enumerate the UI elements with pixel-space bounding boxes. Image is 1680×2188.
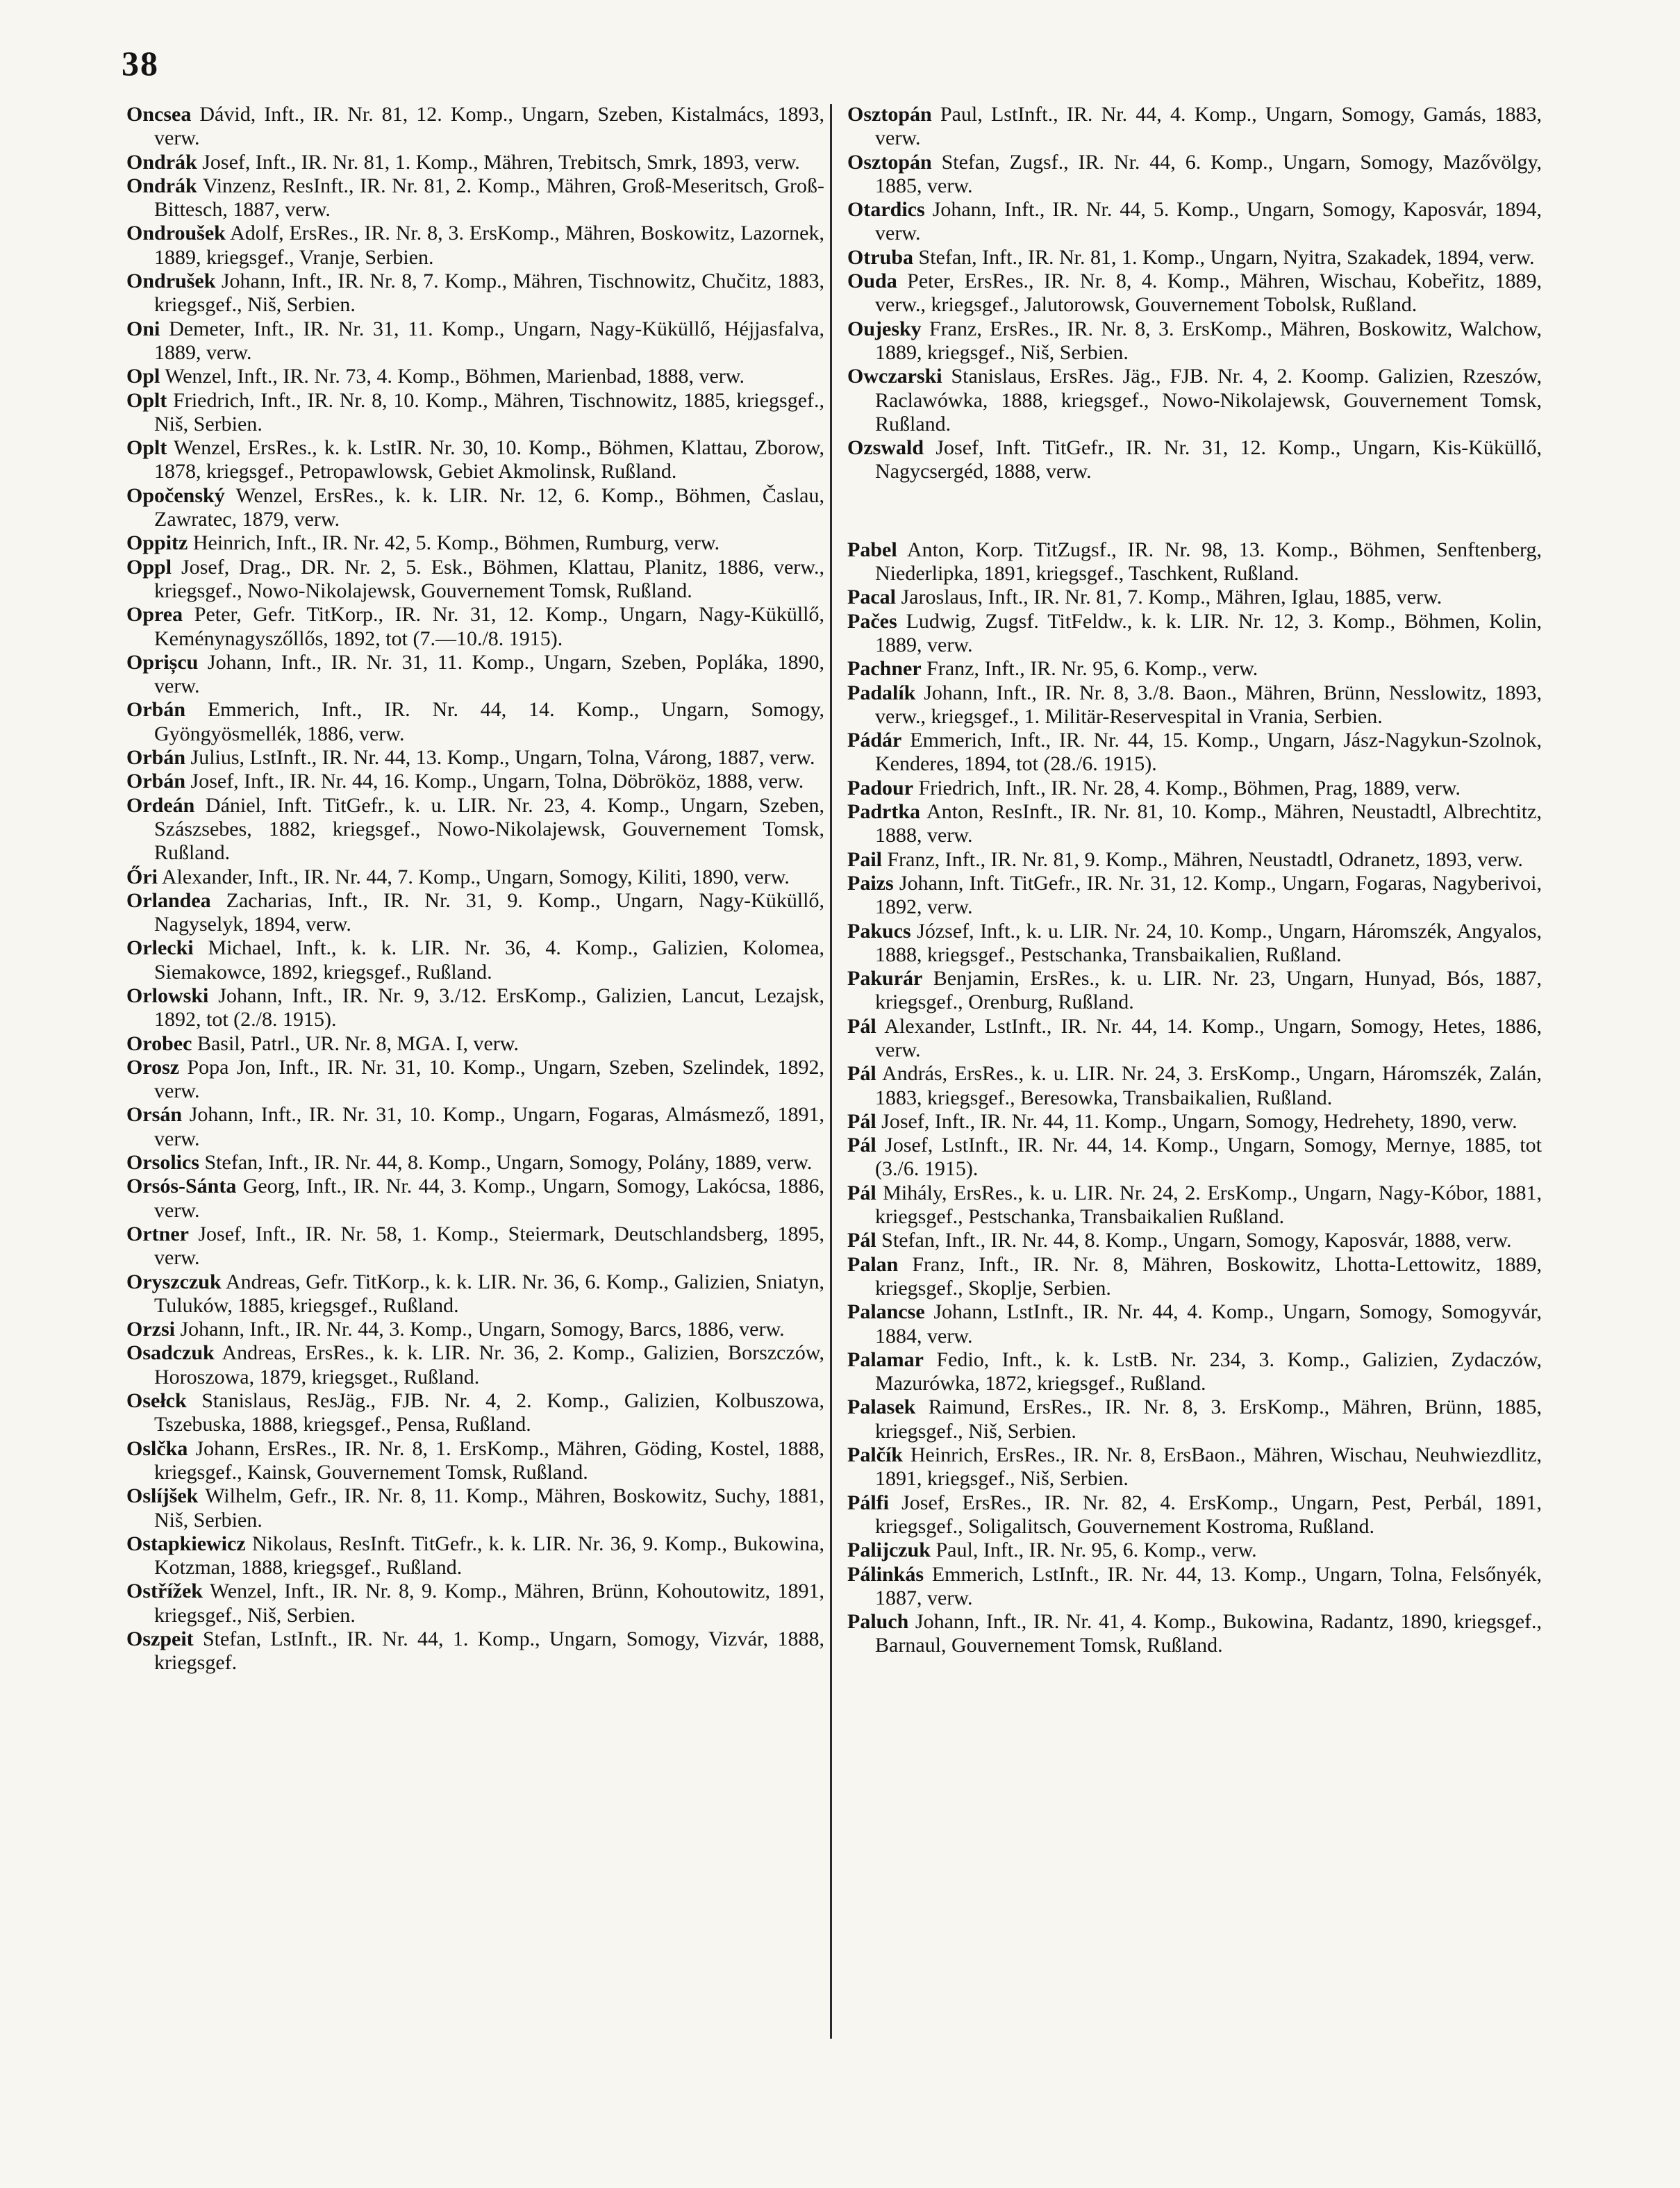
- entry-details: Wenzel, ErsRes., k. k. LstIR. Nr. 30, 10. Komp., Böhmen, Klattau, Zborow, 1878, kriegsgef., Petropawlowsk, Gebiet Akmolinsk, Rußland.: [154, 436, 824, 483]
- entry-surname: Pakucs: [847, 919, 911, 943]
- entry-surname: Pálfi: [847, 1491, 889, 1514]
- entry-details: Johann, Inft., IR. Nr. 8, 7. Komp., Mähren, Tischnowitz, Chučitz, 1883, kriegsgef., Niš, Serbien.: [154, 270, 825, 317]
- right-column-p-section: [847, 538, 1542, 1658]
- register-entry: [126, 1151, 824, 1175]
- entry-surname: Osztopán: [847, 150, 932, 174]
- entry-surname: Pál: [847, 1181, 876, 1204]
- entry-details: Heinrich, Inft., IR. Nr. 42, 5. Komp., Böhmen, Rumburg, verw.: [192, 531, 720, 555]
- register-entry: [847, 1015, 1542, 1063]
- entry-details: Josef, Drag., DR. Nr. 2, 5. Esk., Böhmen, Klattau, Planitz, 1886, verw., kriegsgef., Nowo-Nikolajewsk, Gouvernement Tomsk, Rußland.: [154, 555, 825, 602]
- entry-details: Emmerich, Inft., IR. Nr. 44, 15. Komp., Ungarn, Jász-Nagykun-Szolnok, Kenderes, 1894, tot (28./6. 1915).: [875, 729, 1542, 776]
- entry-surname: Osełck: [126, 1389, 187, 1413]
- entry-details: József, Inft., k. u. LIR. Nr. 24, 10. Komp., Ungarn, Háromszék, Angyalos, 1888, kriegsgef., Pestschanka, Transbaikalien, Rußland.: [875, 919, 1542, 966]
- register-entry: [126, 865, 824, 889]
- register-entry: [126, 1103, 824, 1151]
- entry-details: Stefan, Zugsf., IR. Nr. 44, 6. Komp., Ungarn, Somogy, Mazővölgy, 1885, verw.: [875, 150, 1542, 197]
- register-entry: [126, 1389, 824, 1437]
- entry-surname: Opočenský: [126, 483, 225, 507]
- entry-details: Stanislaus, ResJäg., FJB. Nr. 4, 2. Komp., Galizien, Kolbuszowa, Tszebuska, 1888, kriegsgef., Pensa, Rußland.: [154, 1389, 824, 1436]
- entry-details: Johann, Inft., IR. Nr. 31, 11. Komp., Ungarn, Szeben, Popláka, 1890, verw.: [154, 650, 825, 698]
- entry-surname: Pálinkás: [847, 1562, 924, 1586]
- register-entry: [126, 1270, 824, 1318]
- entry-surname: Padalík: [847, 681, 916, 704]
- register-entry: [847, 586, 1542, 609]
- entry-surname: Oplt: [126, 436, 167, 460]
- entry-details: Demeter, Inft., IR. Nr. 31, 11. Komp., Ungarn, Nagy-Küküllő, Héjjasfalva, 1889, verw.: [154, 317, 824, 364]
- register-entry: [847, 1610, 1542, 1658]
- entry-surname: Opl: [126, 365, 160, 388]
- entry-surname: Orbán: [126, 698, 186, 722]
- register-entry: [126, 484, 824, 532]
- entry-details: Peter, Gefr. TitKorp., IR. Nr. 31, 12. Komp., Ungarn, Nagy-Küküllő, Keménynagyszőllős, 1892, tot (7.—10./8. 1915).: [154, 603, 825, 650]
- entry-details: Anton, ResInft., IR. Nr. 81, 10. Komp., Mähren, Neustadtl, Albrechtitz, 1888, verw.: [875, 800, 1542, 847]
- entry-surname: Oncsea: [126, 103, 192, 126]
- entry-surname: Orzsi: [126, 1318, 175, 1341]
- column-divider: [830, 104, 832, 2039]
- register-entry: [847, 198, 1542, 246]
- entry-details: Michael, Inft., k. k. LIR. Nr. 36, 4. Komp., Galizien, Kolomea, Siemakowce, 1892, kriegsgef., Rußland.: [154, 936, 825, 984]
- entry-details: Josef, Inft., IR. Nr. 44, 11. Komp., Ungarn, Somogy, Hedrehety, 1890, verw.: [881, 1109, 1517, 1133]
- entry-surname: Oslčka: [126, 1436, 188, 1460]
- register-entry: [126, 103, 824, 151]
- right-column: [847, 103, 1542, 1658]
- entry-surname: Pál: [847, 1014, 876, 1038]
- register-entry: [126, 222, 824, 270]
- entry-details: Wenzel, ErsRes., k. k. LIR. Nr. 12, 6. Komp., Böhmen, Časlau, Zawratec, 1879, verw.: [154, 483, 824, 531]
- entry-details: Anton, Korp. TitZugsf., IR. Nr. 98, 13. Komp., Böhmen, Senftenberg, Niederlipka, 1891, kriegsgef., Taschkent, Rußland.: [875, 538, 1542, 586]
- register-entry: [847, 1110, 1542, 1134]
- entry-surname: Pakurár: [847, 967, 923, 991]
- entry-surname: Osadczuk: [126, 1341, 215, 1365]
- entry-surname: Ondrák: [126, 150, 197, 174]
- register-entry: [847, 1229, 1542, 1252]
- register-entry: [126, 1318, 824, 1341]
- register-entry: [847, 848, 1542, 872]
- entry-surname: Ostapkiewicz: [126, 1532, 246, 1555]
- entry-details: Johann, Inft., IR. Nr. 31, 10. Komp., Ungarn, Fogaras, Almásmező, 1891, verw.: [154, 1103, 825, 1150]
- entry-surname: Pál: [847, 1062, 876, 1086]
- register-entry: [847, 436, 1542, 484]
- register-entry: [847, 103, 1542, 151]
- entry-details: Benjamin, ErsRes., k. u. LIR. Nr. 23, Ungarn, Hunyad, Bós, 1887, kriegsgef., Orenburg, Rußland.: [875, 967, 1542, 1014]
- entry-details: Adolf, ErsRes., IR. Nr. 8, 3. ErsKomp., Mähren, Boskowitz, Lazornek, 1889, kriegsgef., Vranje, Serbien.: [154, 222, 824, 269]
- register-entry: [126, 1175, 824, 1223]
- entry-surname: Palijczuk: [847, 1539, 931, 1562]
- entry-surname: Orlecki: [126, 936, 194, 960]
- entry-details: Josef, Inft., IR. Nr. 44, 16. Komp., Ungarn, Tolna, Döbrököz, 1888, verw.: [190, 770, 804, 793]
- entry-details: Emmerich, LstInft., IR. Nr. 44, 13. Komp., Ungarn, Tolna, Felsőnyék, 1887, verw.: [875, 1562, 1542, 1609]
- entry-details: Andreas, Gefr. TitKorp., k. k. LIR. Nr. 36, 6. Komp., Galizien, Sniatyn, Tuluków, 1885, kriegsgef., Rußland.: [154, 1270, 824, 1317]
- register-entry: [126, 603, 824, 651]
- entry-surname: Oplt: [126, 388, 167, 412]
- entry-details: Julius, LstInft., IR. Nr. 44, 13. Komp., Ungarn, Tolna, Várong, 1887, verw.: [190, 746, 815, 770]
- register-entry: [847, 270, 1542, 317]
- entry-details: Nikolaus, ResInft. TitGefr., k. k. LIR. Nr. 36, 9. Komp., Bukowina, Kotzman, 1888, kriegsgef., Rußland.: [154, 1532, 824, 1580]
- register-entry: [126, 1532, 824, 1580]
- entry-details: Wenzel, Inft., IR. Nr. 73, 4. Komp., Böhmen, Marienbad, 1888, verw.: [165, 365, 745, 388]
- register-entry: [847, 657, 1542, 681]
- register-entry: [126, 436, 824, 484]
- entry-surname: Ouda: [847, 270, 897, 293]
- entry-surname: Őri: [126, 865, 158, 888]
- entry-details: Johann, Inft., IR. Nr. 44, 5. Komp., Ungarn, Somogy, Kaposvár, 1894, verw.: [875, 198, 1542, 245]
- entry-surname: Palan: [847, 1252, 899, 1276]
- register-entry: [126, 1056, 824, 1104]
- entry-surname: Owczarski: [847, 365, 942, 388]
- register-entry: [126, 984, 824, 1032]
- entry-surname: Oslíjšek: [126, 1484, 199, 1508]
- entry-surname: Pail: [847, 847, 882, 871]
- entry-surname: Oszpeit: [126, 1627, 194, 1650]
- entry-surname: Palancse: [847, 1300, 925, 1324]
- entry-details: András, ErsRes., k. u. LIR. Nr. 24, 3. ErsKomp., Ungarn, Háromszék, Zalán, 1883, kriegsgef., Beresowka, Transbaikalien, Rußland.: [875, 1062, 1542, 1109]
- entry-surname: Palasek: [847, 1395, 916, 1419]
- register-entry: [126, 1223, 824, 1270]
- entry-surname: Ozswald: [847, 436, 924, 460]
- register-entry: [126, 1341, 824, 1389]
- entry-details: Franz, Inft., IR. Nr. 95, 6. Komp., verw.: [926, 657, 1258, 681]
- entry-details: Popa Jon, Inft., IR. Nr. 31, 10. Komp., Ungarn, Szeben, Szelindek, 1892, verw.: [154, 1055, 824, 1103]
- entry-surname: Oryszczuk: [126, 1270, 222, 1293]
- register-entry: [847, 967, 1542, 1015]
- register-entry: [847, 365, 1542, 436]
- entry-details: Franz, Inft., IR. Nr. 8, Mähren, Boskowitz, Lhotta-Lettowitz, 1889, kriegsgef., Skoplje, Serbien.: [875, 1252, 1542, 1300]
- register-entry: [847, 872, 1542, 920]
- register-entry: [847, 1062, 1542, 1110]
- register-entry: [847, 729, 1542, 777]
- register-entry: [847, 317, 1542, 365]
- entry-details: Franz, ErsRes., IR. Nr. 8, 3. ErsKomp., Mähren, Boskowitz, Walchow, 1889, kriegsgef., Niš, Serbien.: [875, 317, 1542, 364]
- register-entry: [847, 151, 1542, 199]
- entry-details: Wilhelm, Gefr., IR. Nr. 8, 11. Komp., Mähren, Boskowitz, Suchy, 1881, Niš, Serbien.: [154, 1484, 824, 1532]
- register-entry: [847, 681, 1542, 729]
- register-entry: [847, 246, 1542, 270]
- register-entry: [126, 1484, 824, 1532]
- register-entry: [847, 1253, 1542, 1301]
- entry-details: Alexander, Inft., IR. Nr. 44, 7. Komp., Ungarn, Somogy, Kiliti, 1890, verw.: [161, 865, 790, 888]
- entry-details: Friedrich, Inft., IR. Nr. 28, 4. Komp., Böhmen, Prag, 1889, verw.: [918, 776, 1461, 799]
- register-entry: [847, 1443, 1542, 1491]
- entry-details: Dániel, Inft. TitGefr., k. u. LIR. Nr. 23, 4. Komp., Ungarn, Szeben, Szászsebes, 1882, kriegsgef., Nowo-Nikolajewsk, Gouvernement Tomsk, Rußland.: [154, 793, 824, 865]
- entry-details: Johann, Inft., IR. Nr. 8, 3./8. Baon., Mähren, Brünn, Nesslowitz, 1893, verw., kriegsgef., 1. Militär-Reservespital in Vrania, Serbien.: [875, 681, 1542, 728]
- entry-details: Mihály, ErsRes., k. u. LIR. Nr. 24, 2. ErsKomp., Ungarn, Nagy-Kóbor, 1881, kriegsgef., Pestschanka, Transbaikalien Rußland.: [875, 1181, 1542, 1229]
- entry-surname: Oppl: [126, 555, 172, 579]
- entry-details: Emmerich, Inft., IR. Nr. 44, 14. Komp., Ungarn, Somogy, Gyöngyösmellék, 1886, verw.: [154, 698, 824, 745]
- register-entry: [126, 651, 824, 699]
- entry-details: Vinzenz, ResInft., IR. Nr. 81, 2. Komp., Mähren, Groß-Meseritsch, Groß-Bittesch, 1887, verw.: [154, 174, 824, 222]
- entry-surname: Osztopán: [847, 103, 932, 126]
- register-entry: [126, 794, 824, 865]
- entry-surname: Ortner: [126, 1222, 189, 1245]
- entry-surname: Padour: [847, 776, 914, 799]
- entry-details: Josef, Inft., IR. Nr. 81, 1. Komp., Mähren, Trebitsch, Smrk, 1893, verw.: [202, 150, 800, 174]
- register-entry: [126, 1627, 824, 1675]
- register-entry: [126, 270, 824, 317]
- register-entry: [126, 746, 824, 770]
- entry-surname: Pachner: [847, 657, 922, 681]
- entry-details: Johann, LstInft., IR. Nr. 44, 4. Komp., Ungarn, Somogy, Somogyvár, 1884, verw.: [875, 1300, 1542, 1348]
- register-entry: [847, 610, 1542, 658]
- entry-details: Stefan, Inft., IR. Nr. 44, 8. Komp., Ungarn, Somogy, Kaposvár, 1888, verw.: [881, 1229, 1512, 1252]
- entry-details: Josef, Inft. TitGefr., IR. Nr. 31, 12. Komp., Ungarn, Kis-Küküllő, Nagycsergéd, 1888, verw.: [875, 436, 1542, 483]
- entry-surname: Oprea: [126, 603, 183, 627]
- entry-details: Johann, Inft., IR. Nr. 44, 3. Komp., Ungarn, Somogy, Barcs, 1886, verw.: [180, 1318, 785, 1341]
- entry-surname: Ondroušek: [126, 222, 226, 245]
- register-entry: [126, 936, 824, 984]
- entry-surname: Orlandea: [126, 888, 211, 912]
- register-entry: [126, 365, 824, 388]
- entry-surname: Oujesky: [847, 317, 922, 340]
- entry-surname: Oni: [126, 317, 160, 340]
- entry-details: Zacharias, Inft., IR. Nr. 31, 9. Komp., Ungarn, Nagy-Küküllő, Nagyselyk, 1894, verw.: [154, 888, 824, 936]
- register-entry: [847, 1395, 1542, 1443]
- entry-details: Alexander, LstInft., IR. Nr. 44, 14. Komp., Ungarn, Somogy, Hetes, 1886, verw.: [875, 1014, 1542, 1061]
- register-entry: [847, 800, 1542, 848]
- register-entry: [847, 920, 1542, 968]
- entry-surname: Padrtka: [847, 800, 920, 824]
- entry-surname: Palčík: [847, 1443, 903, 1467]
- entry-details: Wenzel, Inft., IR. Nr. 8, 9. Komp., Mähren, Brünn, Kohoutowitz, 1891, kriegsgef., Niš, Serbien.: [154, 1580, 824, 1627]
- entry-surname: Ondrák: [126, 174, 197, 197]
- entry-details: Dávid, Inft., IR. Nr. 81, 12. Komp., Ungarn, Szeben, Kistalmács, 1893, verw.: [154, 103, 824, 150]
- entry-details: Franz, Inft., IR. Nr. 81, 9. Komp., Mähren, Neustadtl, Odranetz, 1893, verw.: [887, 847, 1523, 871]
- entry-surname: Orosz: [126, 1055, 180, 1079]
- entry-surname: Pádár: [847, 729, 902, 752]
- entry-surname: Pál: [847, 1134, 876, 1157]
- register-entry: [126, 317, 824, 365]
- entry-surname: Oppitz: [126, 531, 188, 555]
- entry-details: Fedio, Inft., k. k. LstB. Nr. 234, 3. Komp., Galizien, Zydaczów, Mazurówka, 1872, kriegsgef., Rußland.: [875, 1348, 1542, 1395]
- entry-surname: Orsán: [126, 1103, 183, 1127]
- register-entry: [847, 1563, 1542, 1611]
- entry-surname: Oprișcu: [126, 650, 199, 674]
- entry-surname: Orsós-Sánta: [126, 1175, 237, 1198]
- register-entry: [847, 1300, 1542, 1348]
- register-entry: [847, 777, 1542, 800]
- entry-details: Johann, Inft., IR. Nr. 9, 3./12. ErsKomp., Galizien, Lancut, Lezajsk, 1892, tot (2./8. 1915).: [154, 984, 824, 1031]
- entry-surname: Paizs: [847, 871, 894, 895]
- entry-details: Johann, Inft., IR. Nr. 41, 4. Komp., Bukowina, Radantz, 1890, kriegsgef., Barnaul, Gouvernement Tomsk, Rußland.: [875, 1610, 1542, 1657]
- entry-surname: Orlowski: [126, 984, 209, 1007]
- entry-details: Johann, ErsRes., IR. Nr. 8, 1. ErsKomp., Mähren, Göding, Kostel, 1888, kriegsgef., Kainsk, Gouvernement Tomsk, Rußland.: [154, 1436, 824, 1484]
- entry-surname: Pacal: [847, 586, 896, 609]
- entry-details: Raimund, ErsRes., IR. Nr. 8, 3. ErsKomp., Mähren, Brünn, 1885, kriegsgef., Niš, Serbien.: [875, 1395, 1542, 1443]
- register-entry: [126, 531, 824, 555]
- register-entry: [126, 174, 824, 222]
- entry-surname: Pál: [847, 1109, 876, 1133]
- entry-surname: Otardics: [847, 198, 925, 222]
- register-entry: [126, 389, 824, 437]
- register-entry: [126, 770, 824, 793]
- entry-surname: Orbán: [126, 746, 186, 770]
- entry-surname: Paluch: [847, 1610, 909, 1634]
- entry-details: Josef, LstInft., IR. Nr. 44, 14. Komp., Ungarn, Somogy, Mernye, 1885, tot (3./6. 1915).: [875, 1134, 1542, 1181]
- page-number: 38: [122, 44, 159, 83]
- entry-details: Stefan, LstInft., IR. Nr. 44, 1. Komp., Ungarn, Somogy, Vizvár, 1888, kriegsgef.: [154, 1627, 824, 1675]
- entry-details: Ludwig, Zugsf. TitFeldw., k. k. LIR. Nr. 12, 3. Komp., Böhmen, Kolin, 1889, verw.: [875, 609, 1542, 656]
- entry-details: Friedrich, Inft., IR. Nr. 8, 10. Komp., Mähren, Tischnowitz, 1885, kriegsgef., Niš, Serbien.: [154, 388, 824, 436]
- entry-surname: Ordeán: [126, 793, 195, 817]
- entry-surname: Orobec: [126, 1031, 192, 1055]
- entry-details: Andreas, ErsRes., k. k. LIR. Nr. 36, 2. Komp., Galizien, Borszczów, Horoszowa, 1879, kriegsget., Rußland.: [154, 1341, 824, 1389]
- entry-details: Johann, Inft. TitGefr., IR. Nr. 31, 12. Komp., Ungarn, Fogaras, Nagyberivoi, 1892, verw.: [875, 871, 1542, 919]
- entry-details: Basil, Patrl., UR. Nr. 8, MGA. I, verw.: [197, 1031, 519, 1055]
- entry-surname: Pál: [847, 1229, 876, 1252]
- register-entry: [126, 556, 824, 604]
- left-column: [126, 103, 824, 1675]
- register-entry: [126, 1580, 824, 1627]
- entry-details: Stanislaus, ErsRes. Jäg., FJB. Nr. 4, 2. Koomp. Galizien, Rzeszów, Raclawówka, 1888, kriegsgef., Nowo-Nikolajewsk, Gouvernement Tomsk, Rußland.: [875, 365, 1542, 436]
- register-entry: [847, 1539, 1542, 1562]
- entry-surname: Orsolics: [126, 1151, 199, 1175]
- register-entry: [847, 1491, 1542, 1539]
- register-entry: [126, 1032, 824, 1056]
- register-entry: [126, 698, 824, 746]
- entry-surname: Orbán: [126, 770, 186, 793]
- entry-details: Paul, LstInft., IR. Nr. 44, 4. Komp., Ungarn, Somogy, Gamás, 1883, verw.: [875, 103, 1542, 150]
- entry-details: Josef, ErsRes., IR. Nr. 82, 4. ErsKomp., Ungarn, Pest, Perbál, 1891, kriegsgef., Soligalitsch, Gouvernement Kostroma, Rußland.: [875, 1491, 1542, 1538]
- register-entry: [847, 538, 1542, 586]
- entry-surname: Palamar: [847, 1348, 924, 1371]
- register-entry: [847, 1134, 1542, 1182]
- register-entry: [126, 889, 824, 937]
- entry-details: Georg, Inft., IR. Nr. 44, 3. Komp., Ungarn, Somogy, Lakócsa, 1886, verw.: [154, 1175, 825, 1222]
- register-entry: [126, 1437, 824, 1485]
- entry-details: Stefan, Inft., IR. Nr. 81, 1. Komp., Ungarn, Nyitra, Szakadek, 1894, verw.: [918, 245, 1535, 269]
- entry-details: Stefan, Inft., IR. Nr. 44, 8. Komp., Ungarn, Somogy, Polány, 1889, verw.: [204, 1151, 813, 1175]
- register-entry: [847, 1348, 1542, 1396]
- register-entry: [126, 151, 824, 174]
- right-column-o-section: [847, 103, 1542, 484]
- section-gap: [847, 484, 1542, 538]
- entry-details: Paul, Inft., IR. Nr. 95, 6. Komp., verw.: [935, 1539, 1257, 1562]
- entry-details: Josef, Inft., IR. Nr. 58, 1. Komp., Steiermark, Deutschlandsberg, 1895, verw.: [154, 1222, 824, 1270]
- register-entry: [847, 1182, 1542, 1229]
- entry-surname: Pabel: [847, 538, 897, 561]
- entry-details: Peter, ErsRes., IR. Nr. 8, 4. Komp., Mähren, Wischau, Kobeřitz, 1889, verw., kriegsgef., Jalutorowsk, Gouvernement Tobolsk, Rußland.: [875, 270, 1542, 317]
- entry-surname: Ostřížek: [126, 1580, 203, 1603]
- entry-surname: Ondrušek: [126, 270, 216, 293]
- entry-surname: Otruba: [847, 245, 914, 269]
- entry-details: Jaroslaus, Inft., IR. Nr. 81, 7. Komp., Mähren, Iglau, 1885, verw.: [901, 586, 1442, 609]
- entry-surname: Pačes: [847, 609, 897, 633]
- entry-details: Heinrich, ErsRes., IR. Nr. 8, ErsBaon., Mähren, Wischau, Neuhwiezdlitz, 1891, kriegsgef., Niš, Serbien.: [875, 1443, 1542, 1491]
